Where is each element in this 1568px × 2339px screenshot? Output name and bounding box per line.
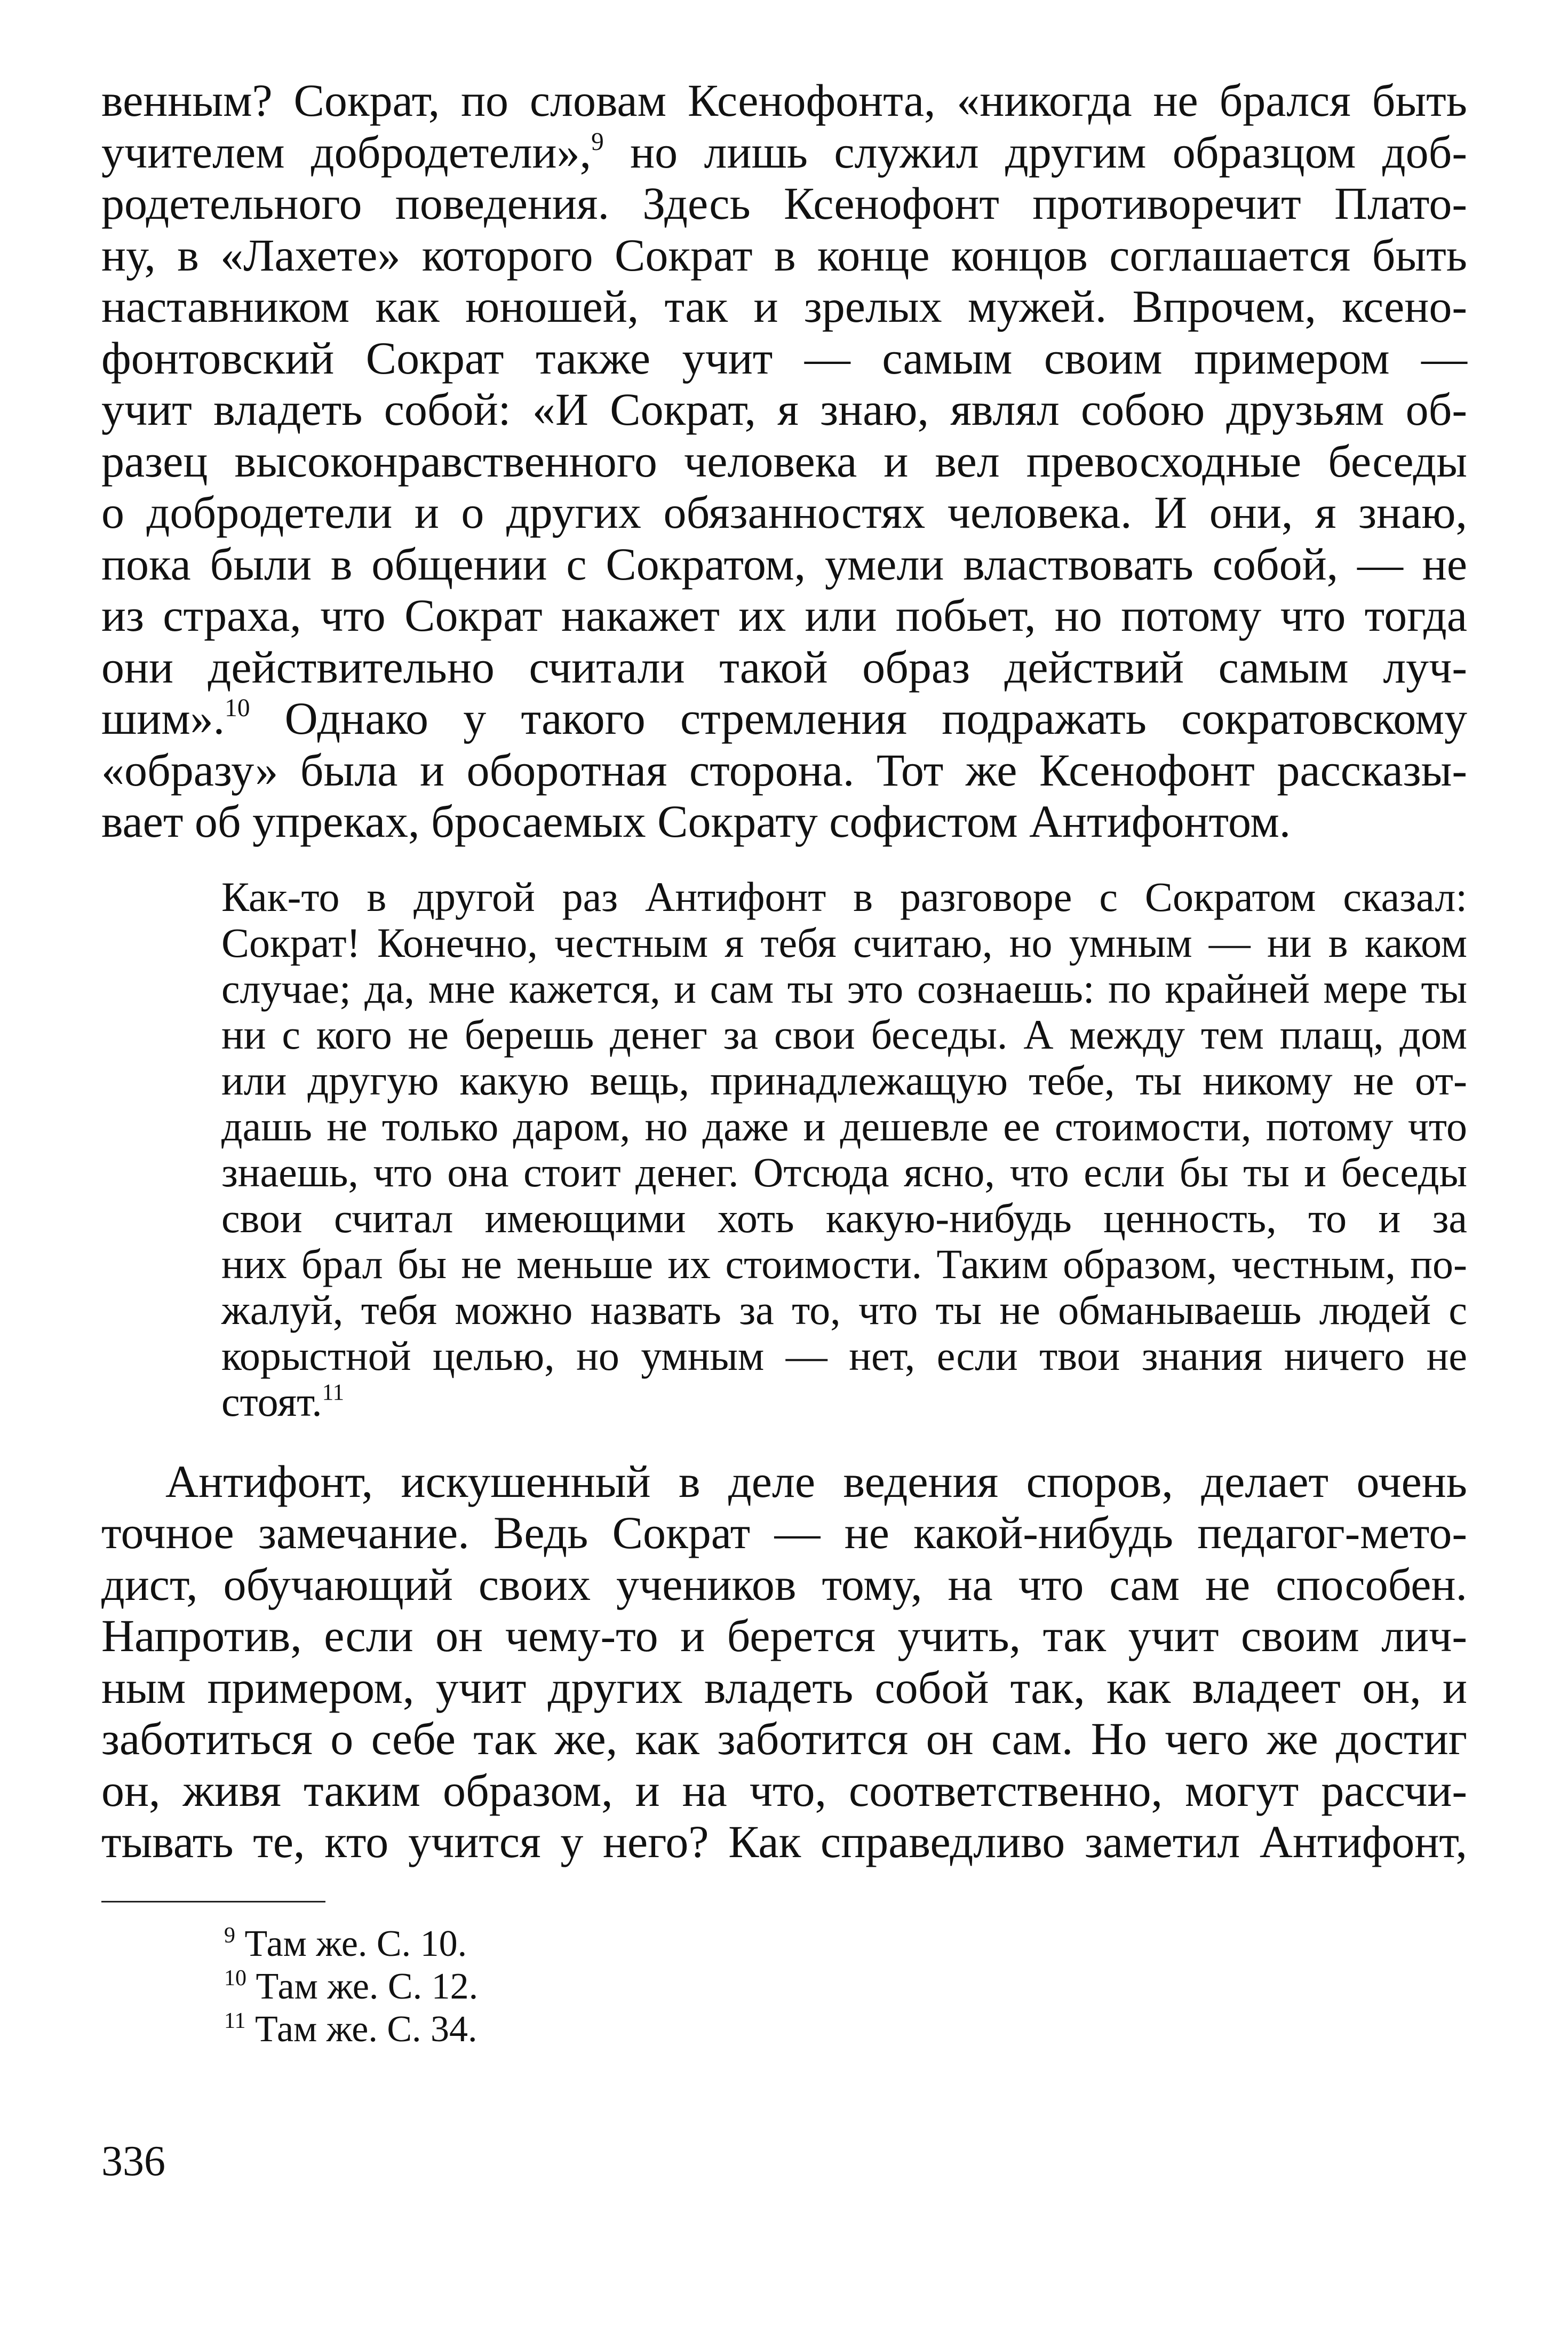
quote-line: Сократ! Конечно, честным я тебя считаю, но умным — ни в каком [221, 919, 1467, 966]
footnotes [224, 1923, 1467, 2051]
quote-line: них брал бы не меньше их стоимости. Таким образом, честным, по- [221, 1240, 1467, 1287]
footnote-9: $^9$ Там же. С. 10. [224, 1923, 467, 1964]
quote-line: свои считал имеющими хоть какую-нибудь ценность, то и за [221, 1194, 1467, 1241]
footnote-ref-9: 9 [591, 128, 604, 156]
footnote-11: $^{11}$ Там же. С. 34. [224, 2008, 477, 2050]
quote-line: случае; да, мне кажется, и сам ты это сознаешь: по крайней мере ты [221, 965, 1467, 1012]
text-line: «образу» была и оборотная сторона. Тот же Ксенофонт рассказы- [101, 744, 1467, 796]
text-line: родетельного поведения. Здесь Ксенофонт противоречит Плато- [101, 178, 1467, 229]
footnote-separator [101, 1901, 325, 1902]
text-line: они действительно считали такой образ действий самым луч- [101, 641, 1467, 693]
text-line: заботиться о себе так же, как заботится он сам. Но чего же достиг [101, 1713, 1467, 1764]
paragraph-1 [101, 75, 1467, 847]
quote-line: ни с кого не берешь денег за свои беседы. А между тем плащ, дом [221, 1011, 1467, 1058]
text-line: о добродетели и о других обязанностях человека. И они, я знаю, [101, 487, 1467, 538]
text-line: он, живя таким образом, и на что, соответственно, могут рассчи- [101, 1764, 1467, 1816]
page-number: 336 [101, 2138, 165, 2185]
quote-line: корыстной целью, но умным — нет, если твои знания ничего не [221, 1332, 1467, 1379]
text-line: наставником как юношей, так и зрелых мужей. Впрочем, ксено- [101, 281, 1467, 332]
footnote-ref-11: 11 [322, 1379, 345, 1405]
text-line: учителем добродетели»,$^9$ но лишь служил другим образцом доб- [101, 126, 1467, 178]
text-line: разец высоконравственного человека и вел превосходные беседы [101, 435, 1467, 487]
quote-line: дашь не только даром, но даже и дешевле ее стоимости, потому что [221, 1103, 1467, 1149]
quote-line: жалуй, тебя можно назвать за то, что ты не обманываешь людей с [221, 1286, 1467, 1333]
text-line: Напротив, если он чему-то и берется учить, так учит своим лич- [101, 1610, 1467, 1661]
text-line: учит владеть собой: «И Сократ, я знаю, являл собою друзьям об- [101, 384, 1467, 435]
quote-line: или другую какую вещь, принадлежащую тебе, ты никому не от- [221, 1057, 1467, 1104]
text-line: венным? Сократ, по словам Ксенофонта, «никогда не брался быть [101, 75, 1467, 126]
quote-line: знаешь, что она стоит денег. Отсюда ясно, что если бы ты и беседы [221, 1148, 1467, 1195]
paragraph-2 [101, 1456, 1467, 1868]
text-line: пока были в общении с Сократом, умели властвовать собой, — не [101, 538, 1467, 590]
text-line: точное замечание. Ведь Сократ — не какой-нибудь педагог-мето- [101, 1507, 1467, 1558]
quote-line: стоят.$^{11}$ [221, 1378, 345, 1425]
text-line: тывать те, кто учится у него? Как справедливо заметил Антифонт, [101, 1816, 1467, 1867]
footnote-ref-10: 10 [225, 694, 250, 722]
text-line: из страха, что Сократ накажет их или побьет, но потому что тогда [101, 590, 1467, 641]
footnote-10: $^{10}$ Там же. С. 12. [224, 1965, 479, 2007]
book-page [101, 75, 1467, 2051]
block-quote [221, 874, 1467, 1425]
text-line: ну, в «Лахете» которого Сократ в конце концов соглашается быть [101, 229, 1467, 281]
text-line: шим».$^{10}$ Однако у такого стремления подражать сократовскому [101, 693, 1467, 744]
text-line: Антифонт, искушенный в деле ведения споров, делает очень [165, 1455, 1467, 1507]
text-line: дист, обучающий своих учеников тому, на что сам не способен. [101, 1558, 1467, 1610]
text-line: фонтовский Сократ также учит — самым своим примером — [101, 332, 1467, 384]
text-line: ным примером, учит других владеть собой так, как владеет он, и [101, 1661, 1467, 1713]
text-line: вает об упреках, бросаемых Сократу софистом Антифонтом. [101, 796, 1291, 847]
quote-line: Как-то в другой раз Антифонт в разговоре с Сократом сказал: [221, 873, 1467, 920]
